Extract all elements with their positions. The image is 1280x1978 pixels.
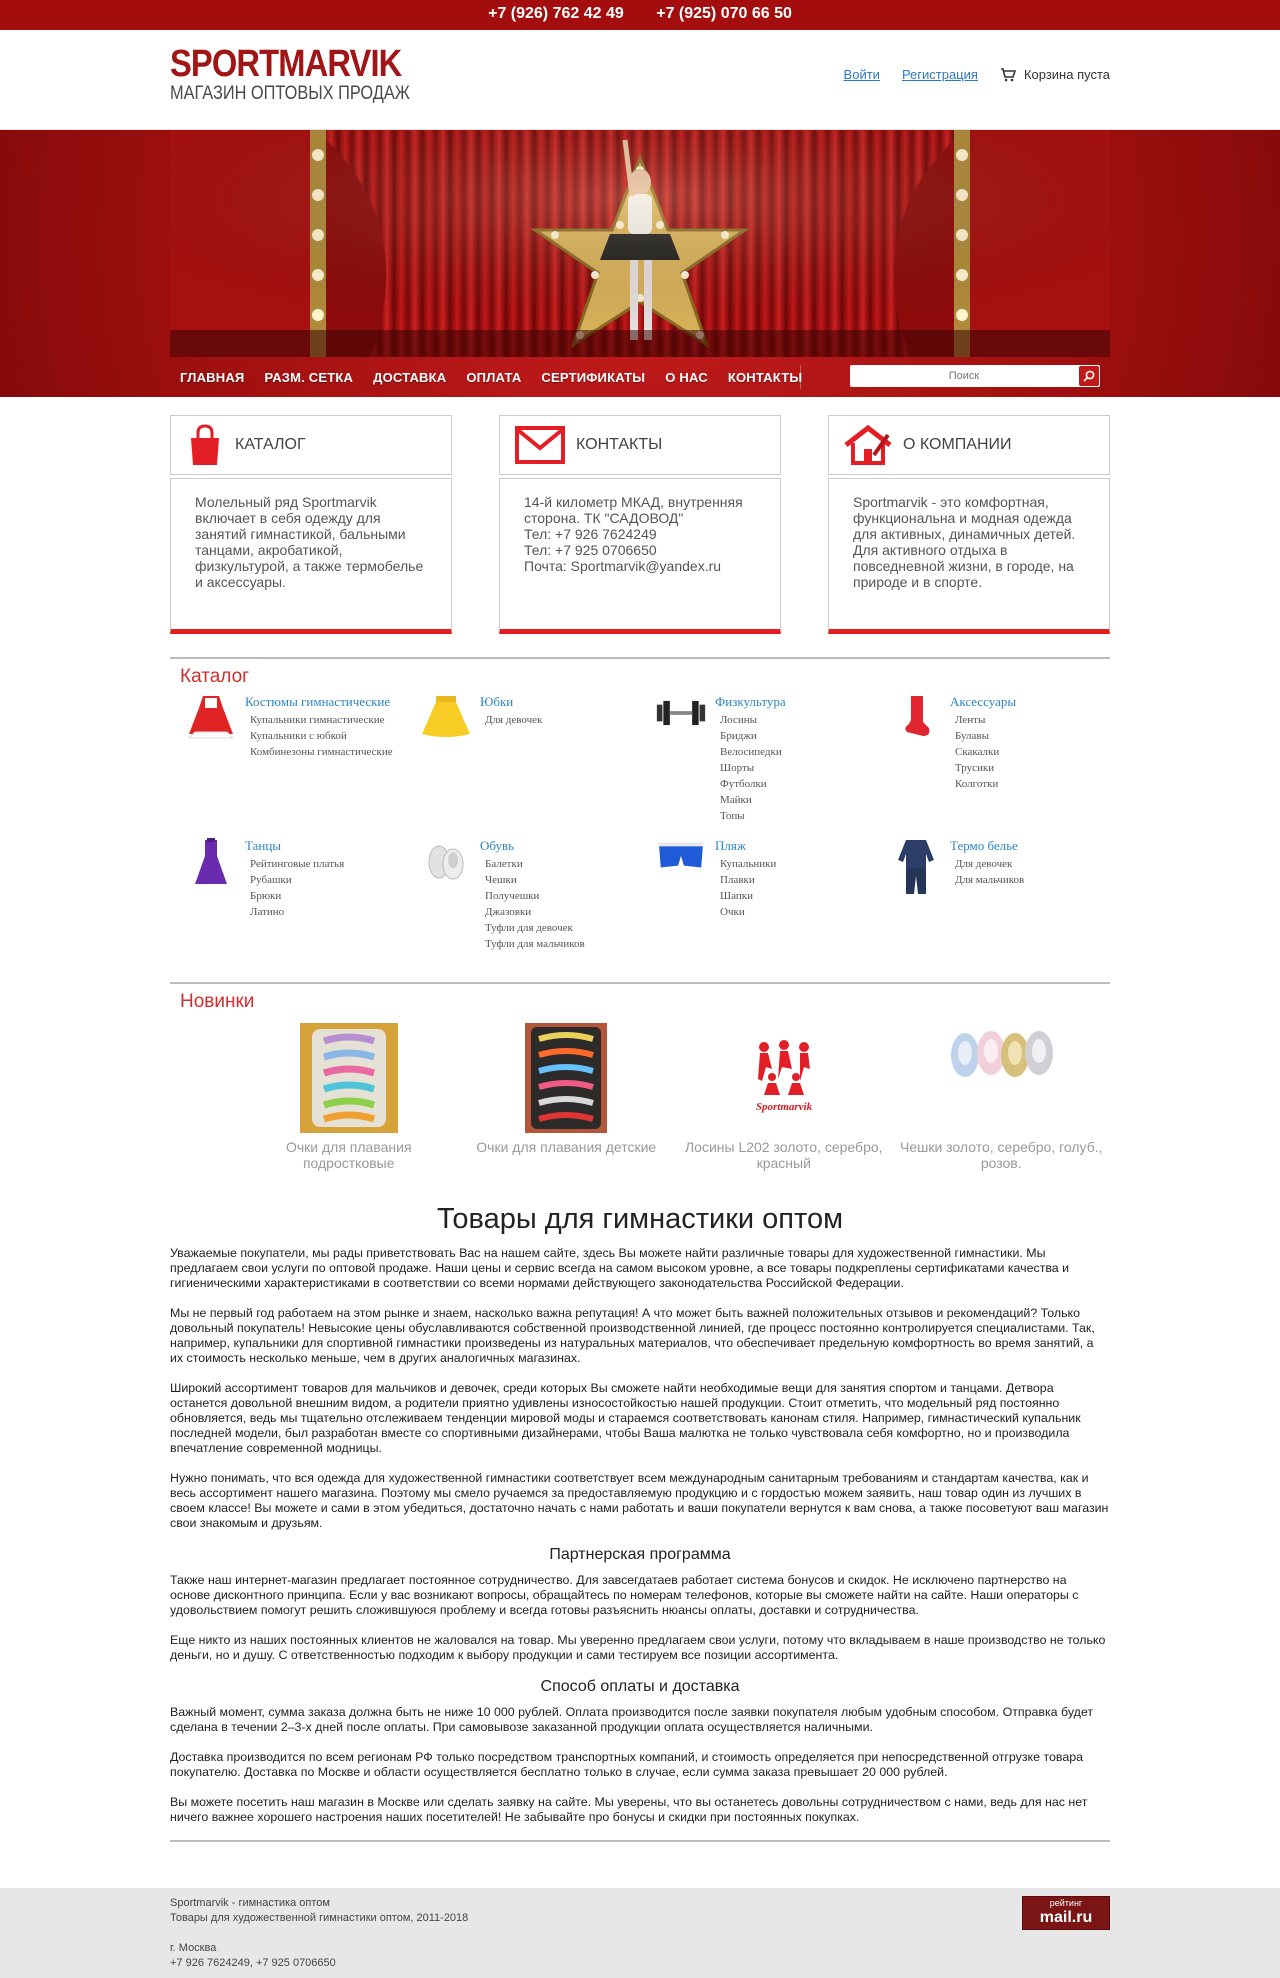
user-links: [844, 67, 1110, 82]
rating-label: рейтинг: [1049, 1898, 1083, 1908]
site-footer: [0, 1888, 1280, 1978]
box-about-header[interactable]: [828, 415, 1110, 475]
news-title: Новинки: [180, 991, 255, 1012]
menu-item-size-chart[interactable]: РАЗМ. СЕТКА: [264, 369, 354, 385]
category-pe: [655, 694, 890, 824]
subcategory-link[interactable]: Плавки: [720, 874, 755, 886]
category-shoes: [420, 838, 655, 952]
subcategory-link[interactable]: Шорты: [720, 762, 755, 774]
search-icon: [1083, 370, 1095, 382]
subcategory-link[interactable]: Брюки: [250, 890, 282, 902]
menu-divider: [800, 365, 801, 389]
contact-phone-1: Тел: +7 926 7624249: [524, 526, 657, 542]
article-paragraph: Уважаемые покупатели, мы рады приветствовать Вас на нашем сайте, здесь Вы можете найти различные товары для художественной гимнастики. Мы предлагаем свои услуги по оптовой продаже. Наши цены и сервис всегда на самом высоком уровне, а все товары подкреплены сертификатами качества и гигиеническими характеристиками в соответствии со всеми нормами действующего законодательства Российской Федерации.: [170, 1246, 1070, 1290]
catalog-title: Каталог: [180, 666, 250, 687]
subcategory-link[interactable]: Бриджи: [720, 730, 757, 742]
menu-item-certificates[interactable]: СЕРТИФИКАТЫ: [541, 369, 646, 385]
article-paragraph: Доставка производится по всем регионам РФ только посредством транспортных компаний, и стоимость определяется при непосредственной отгрузке товара покупателю. Доставка по Москве и области осуществляется бесплатно только в случае, если сумма заказа превышает 20 000 рублей.: [170, 1750, 1083, 1779]
category-dance: [185, 838, 420, 952]
category-gymnastic-costumes: [185, 694, 420, 824]
box-contacts-body: [499, 478, 781, 634]
menu-item-delivery[interactable]: ДОСТАВКА: [373, 369, 447, 385]
menu-item-payment[interactable]: ОПЛАТА: [466, 369, 522, 385]
subcategory-link[interactable]: Топы: [720, 810, 745, 822]
cart[interactable]: [1000, 67, 1110, 82]
leotard-icon[interactable]: [185, 694, 237, 744]
house-icon: [843, 423, 893, 467]
subcategory-link[interactable]: Туфли для мальчиков: [485, 938, 585, 950]
subcategory-link[interactable]: Трусики: [955, 762, 995, 774]
subcategory-link[interactable]: Ленты: [955, 714, 986, 726]
subcategory-link[interactable]: Купальники: [720, 858, 777, 870]
category-title[interactable]: Танцы: [245, 838, 282, 853]
main-menu: [170, 357, 1110, 397]
payment-heading: Способ оплаты и доставка: [540, 1678, 740, 1695]
subcategory-link[interactable]: Шапки: [720, 890, 753, 902]
category-thermal: [890, 838, 1125, 952]
contact-address: 14-й километр МКАД, внутренняя сторона. ТК "САДОВОД": [524, 494, 743, 526]
subcategory-link[interactable]: Туфли для девочек: [485, 922, 573, 934]
subcategory-link[interactable]: Булавы: [955, 730, 990, 742]
subcategory-link[interactable]: Латино: [250, 906, 285, 918]
category-skirts: [420, 694, 655, 824]
box-catalog: [170, 415, 452, 634]
subcategory-link[interactable]: Для девочек: [955, 858, 1013, 870]
box-about-body: Sportmarvik - это комфортная, функциональна и модная одежда для активных, динамичных детей. Для активного отдыха в повседневной жизни, в городе, на природе и в спорте.: [828, 478, 1110, 634]
article-body: [170, 1246, 1110, 1825]
box-about-title: О КОМПАНИИ: [903, 436, 1012, 453]
divider: [170, 1840, 1110, 1842]
subcategory-link[interactable]: Рейтинговые платья: [250, 858, 345, 870]
partner-heading: Партнерская программа: [549, 1546, 731, 1563]
menu-item-contacts[interactable]: КОНТАКТЫ: [727, 369, 803, 385]
category-title[interactable]: Юбки: [480, 694, 514, 709]
subcategory-link[interactable]: Для девочек: [485, 714, 543, 726]
product-goggles-teen-image[interactable]: [240, 1023, 458, 1135]
box-catalog-title: КАТАЛОГ: [235, 436, 306, 453]
product-caption[interactable]: Лосины L202 золото, серебро, красный: [684, 1139, 883, 1171]
subcategory-link[interactable]: Купальники гимнастические: [250, 714, 385, 726]
cart-icon: [1000, 68, 1016, 82]
catalog-grid: [170, 694, 1110, 952]
article-paragraph: Вы можете посетить наш магазин в Москве или сделать заявку на сайте. Мы уверены, что вы останетесь довольны сотрудничеством с нами, ведь для нас нет ничего важнее хорошего настроения наших посетителей! Не забывайте про бонусы и скидки при постоянных покупках.: [170, 1795, 1088, 1824]
banner-area: [0, 130, 1280, 397]
subcategory-link[interactable]: Велосипедки: [720, 746, 782, 758]
menu-item-home[interactable]: ГЛАВНАЯ: [180, 369, 245, 385]
phone-2[interactable]: +7 (925) 070 66 50: [656, 5, 792, 22]
subcategory-link[interactable]: Получешки: [485, 890, 540, 902]
site-logo[interactable]: [170, 44, 449, 104]
subcategory-link[interactable]: Комбинезоны гимнастические: [250, 746, 393, 758]
new-item-card[interactable]: [893, 1023, 1111, 1171]
box-about: [828, 415, 1110, 634]
login-link[interactable]: Войти: [843, 67, 880, 82]
subcategory-link[interactable]: Джазовки: [485, 906, 532, 918]
mailru-rating-badge[interactable]: [1022, 1896, 1110, 1930]
product-caption[interactable]: Очки для плавания подростковые: [285, 1139, 412, 1171]
skirt-icon[interactable]: [420, 694, 472, 744]
product-ballet-flats-image[interactable]: [893, 1023, 1111, 1135]
search-button[interactable]: [1079, 366, 1099, 386]
box-contacts-title: КОНТАКТЫ: [576, 436, 663, 453]
subcategory-link[interactable]: Рубашки: [250, 874, 292, 886]
search-box: [850, 365, 1100, 387]
page-title: Товары для гимнастики оптом: [436, 1203, 844, 1235]
dress-icon[interactable]: [185, 838, 237, 888]
box-catalog-body: Молельный ряд Sportmarvik включает в себя одежду для занятий гимнастикой, бальными танцами, акробатикой, физкультурой, а также термобелье и аксессуары.: [170, 478, 452, 634]
footer-brand: Sportmarvik - гимнастика оптом: [170, 1897, 330, 1909]
sportmarvik-logo-text: Sportmarvik: [755, 1101, 812, 1113]
search-input[interactable]: [850, 365, 1078, 387]
new-item-card[interactable]: [458, 1023, 676, 1171]
logo-title: SPORTMARVIK: [170, 43, 402, 85]
article-paragraph: Широкий ассортимент товаров для мальчиков и девочек, среди которых Вы сможете найти необходимые вещи для занятия спортом и танцами. Детвора останется довольной внешним видом, а родители приятно удивлены износостойкостью нашей продукции. Стоит отметить, что модельный ряд постоянно обновляется, ведь мы тщательно отслеживаем тенденции мировой моды и стараемся соответствовать канонам стиля. Например, гимнастический купальник последней модели, был разработан вместе со спортивными дизайнерами, чтобы Ваша малютка не только чувствовала себя комфортно, но и производила впечатление современной модницы.: [170, 1381, 1081, 1455]
category-title[interactable]: Обувь: [480, 838, 515, 853]
category-accessories: [890, 694, 1125, 824]
subcategory-link[interactable]: Для мальчиков: [955, 874, 1025, 886]
category-beach: [655, 838, 890, 952]
subcategory-link[interactable]: Балетки: [485, 858, 523, 870]
new-items: [170, 1023, 1110, 1171]
article-paragraph: Мы не первый год работаем на этом рынке и знаем, насколько важна репутация! А что может быть важней положительных отзывов и рекомендаций? Только довольный покупатель! Невысокие цены обуславливаются собственной производственной линией, где процесс постоянно контролируется специалистами. Так, например, купальники для спортивной гимнастики произведены из натуральных материалов, что обеспечивает предельную комфортность во время занятий, а их стоимость несколько меньше, чем в других аналогичных магазинах.: [170, 1306, 1095, 1365]
contact-email: Почта: Sportmarvik@yandex.ru: [524, 558, 722, 574]
sock-icon[interactable]: [890, 694, 942, 744]
swim-trunks-icon[interactable]: [655, 838, 707, 888]
info-boxes: [170, 415, 1110, 634]
article-paragraph: Еще никто из наших постоянных клиентов не жаловался на товар. Мы уверенно предлагаем свои услуги, потому что вкладываем в наше производство не только деньги, но и душу. С ответственностью подходим к выбору продукции и сами тестируем все позиции ассортимента.: [170, 1633, 1106, 1662]
subcategory-link[interactable]: Чешки: [485, 874, 517, 886]
product-caption[interactable]: Очки для плавания детские: [476, 1139, 657, 1155]
product-leggings-image[interactable]: [675, 1023, 893, 1135]
contact-phone-2: Тел: +7 925 0706650: [524, 542, 657, 558]
subcategory-link[interactable]: Лосины: [720, 714, 758, 726]
banner-image: [170, 130, 1110, 357]
subcategory-link[interactable]: Купальники с юбкой: [250, 730, 347, 742]
box-contacts: [499, 415, 781, 634]
category-title[interactable]: Термо белье: [950, 838, 1018, 853]
cart-status: Корзина пуста: [1023, 67, 1110, 82]
subcategory-link[interactable]: Колготки: [955, 778, 999, 790]
footer-copyright: Товары для художественной гимнастики оптом, 2011-2018: [170, 1912, 469, 1924]
footer-city: г. Москва: [170, 1942, 217, 1954]
dumbbell-icon[interactable]: [655, 694, 707, 744]
subcategory-link[interactable]: Скакалки: [955, 746, 1000, 758]
subcategory-link[interactable]: Очки: [720, 906, 745, 918]
register-link[interactable]: Регистрация: [901, 67, 978, 82]
menu-item-about[interactable]: О НАС: [665, 369, 708, 385]
logo-subtitle: МАГАЗИН ОПТОВЫХ ПРОДАЖ: [170, 83, 410, 104]
footer-phones: +7 926 7624249, +7 925 0706650: [170, 1957, 336, 1969]
phone-bar: [0, 0, 1280, 30]
new-item-card[interactable]: [675, 1023, 893, 1171]
thermal-underwear-icon[interactable]: [890, 838, 942, 888]
category-title[interactable]: Физкультура: [715, 694, 786, 709]
site-header: [0, 30, 1280, 130]
category-title[interactable]: Аксессуары: [950, 694, 1017, 709]
subcategory-link[interactable]: Футболки: [720, 778, 767, 790]
category-title[interactable]: Костюмы гимнастические: [245, 694, 391, 709]
article-paragraph: Также наш интернет-магазин предлагает постоянное сотрудничество. Для завсегдатаев работает система бонусов и скидок. Не исключено партнерство на основе дисконтного принципа. Если у вас возникают вопросы, обращайтесь по номерам телефонов, которые вы сможете найти на сайте. Наши операторы с удовольствием помогут решить сложившуюся проблему и всегда готовы разъяснить нюансы оплаты, доставки и сотрудничества.: [170, 1573, 1079, 1617]
category-title[interactable]: Пляж: [715, 838, 746, 853]
ballet-shoes-icon[interactable]: [420, 838, 472, 888]
phone-1[interactable]: +7 (926) 762 42 49: [488, 5, 624, 22]
subcategory-link[interactable]: Майки: [720, 794, 752, 806]
product-goggles-kids-image[interactable]: [458, 1023, 676, 1135]
rating-brand: mail.ru: [1039, 1909, 1093, 1926]
new-item-card[interactable]: [240, 1023, 458, 1171]
box-catalog-header[interactable]: [170, 415, 452, 475]
shopping-bag-icon: [185, 423, 225, 467]
product-caption[interactable]: Чешки золото, серебро, голуб., розов.: [899, 1139, 1103, 1171]
article-paragraph: Нужно понимать, что вся одежда для художественной гимнастики соответствует всем международным санитарным требованиям и стандартам качества, как и весь ассортимент нашего магазина. Поэтому мы смело ручаемся за предоставляемую продукцию и с гордостью можем заявить, наш товар один из лучших в своем классе! Вы можете и сами в этом убедиться, достаточно начать с нами работать и ваши покупатели вернутся к вам снова, а также посоветуют ваш магазин свои знакомым и друзьям.: [170, 1471, 1109, 1530]
box-contacts-header[interactable]: [499, 415, 781, 475]
envelope-icon: [514, 423, 566, 467]
article-paragraph: Важный момент, сумма заказа должна быть не ниже 10 000 рублей. Оплата производится после заявки покупателя любым удобным способом. Отправка будет сделана в течении 2–3-х дней после оплаты. При самовывозе заказанной продукции оплата осуществляется наличными.: [170, 1705, 1093, 1734]
